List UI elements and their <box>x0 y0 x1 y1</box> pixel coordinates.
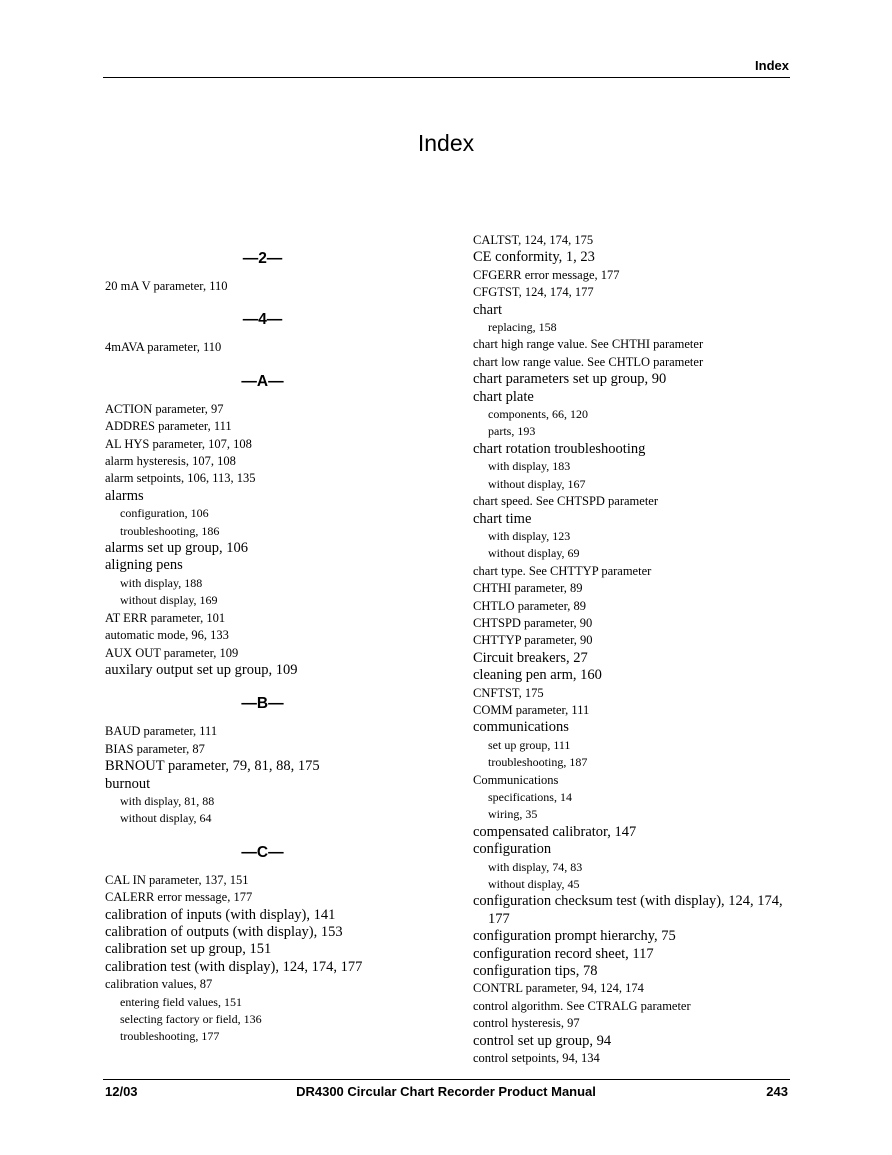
footer-title: DR4300 Circular Chart Recorder Product Manual <box>296 1084 596 1099</box>
index-entry: chart plate <box>473 388 534 405</box>
section-heading: —2— <box>242 250 283 267</box>
index-entry: AT ERR parameter, 101 <box>105 610 226 625</box>
section-heading: —B— <box>241 695 284 713</box>
index-entry: chart <box>473 301 502 318</box>
index-subentry: without display, 45 <box>488 877 580 892</box>
index-entry: BIAS parameter, 87 <box>105 741 205 756</box>
index-section <box>105 371 435 680</box>
index-entry: chart parameters set up group, 90 <box>473 371 667 388</box>
index-entry: control algorithm. See CTRALG parameter <box>473 998 691 1013</box>
index-entry: CFGERR error message, 177 <box>473 267 620 282</box>
index-entry: calibration of outputs (with display), 153 <box>105 923 343 940</box>
index-subentry: troubleshooting, 187 <box>488 755 588 770</box>
index-entry: automatic mode, 96, 133 <box>105 628 229 643</box>
index-entry: BRNOUT parameter, 79, 81, 88, 175 <box>105 758 320 775</box>
index-subentry: replacing, 158 <box>488 320 557 335</box>
index-subentry: troubleshooting, 186 <box>120 523 220 538</box>
index-entry: configuration tips, 78 <box>473 963 598 980</box>
index-entry: compensated calibrator, 147 <box>473 823 637 840</box>
index-entry: CONTRL parameter, 94, 124, 174 <box>473 981 644 996</box>
index-entry: AL HYS parameter, 107, 108 <box>105 436 252 451</box>
index-entry: alarm setpoints, 106, 113, 135 <box>105 471 256 486</box>
running-head: Index <box>755 58 789 73</box>
index-entry: CNFTST, 175 <box>473 685 544 700</box>
index-subentry: with display, 81, 88 <box>120 793 215 808</box>
footer-rule <box>103 1079 790 1080</box>
index-left-column <box>105 248 435 1060</box>
index-entry: CHTLO parameter, 89 <box>473 598 587 613</box>
index-entry: control set up group, 94 <box>473 1032 612 1049</box>
index-entry: auxilary output set up group, 109 <box>105 661 298 678</box>
header-rule <box>103 77 790 78</box>
index-entry: 20 mA V parameter, 110 <box>105 279 228 293</box>
index-entry: chart type. See CHTTYP parameter <box>473 563 652 578</box>
index-subentry: components, 66, 120 <box>488 407 588 422</box>
index-subentry: wiring, 35 <box>488 807 538 822</box>
index-subentry: with display, 183 <box>488 459 571 474</box>
index-subentry: parts, 193 <box>488 424 536 439</box>
footer-page-number: 243 <box>766 1084 788 1099</box>
footer-date: 12/03 <box>105 1084 138 1099</box>
index-subentry: specifications, 14 <box>488 790 572 804</box>
index-section <box>105 693 435 827</box>
index-entry: ADDRES parameter, 111 <box>105 419 232 434</box>
section-heading: —A— <box>241 372 284 390</box>
index-entry: CALTST, 124, 174, 175 <box>473 233 594 247</box>
index-entry: ACTION parameter, 97 <box>105 401 224 416</box>
index-entry: chart time <box>473 510 532 527</box>
index-subentry: with display, 74, 83 <box>488 859 583 874</box>
index-subentry: entering field values, 151 <box>120 994 242 1009</box>
index-right-column <box>473 232 803 1068</box>
index-entry: Circuit breakers, 27 <box>473 649 588 666</box>
index-entry: chart speed. See CHTSPD parameter <box>473 494 659 509</box>
index-section <box>105 248 435 295</box>
index-subentry: without display, 169 <box>120 593 218 608</box>
index-entry: CHTHI parameter, 89 <box>473 581 583 596</box>
index-subentry: troubleshooting, 177 <box>120 1029 220 1044</box>
index-entry: control setpoints, 94, 134 <box>473 1051 600 1066</box>
index-entry: AUX OUT parameter, 109 <box>105 645 239 660</box>
index-entry: BAUD parameter, 111 <box>105 724 218 739</box>
index-section <box>105 309 435 356</box>
index-entry: CHTTYP parameter, 90 <box>473 633 593 648</box>
index-entry: CE conformity, 1, 23 <box>473 249 595 266</box>
index-entry: calibration test (with display), 124, 174, 177 <box>105 958 363 975</box>
index-entry: calibration of inputs (with display), 141 <box>105 906 336 923</box>
index-subentry: selecting factory or field, 136 <box>120 1012 262 1026</box>
index-entry: Communications <box>473 772 559 787</box>
index-entry: CHTSPD parameter, 90 <box>473 615 593 630</box>
index-entry: alarm hysteresis, 107, 108 <box>105 454 236 469</box>
index-entry: configuration record sheet, 117 <box>473 945 654 962</box>
section-heading: —C— <box>241 843 284 861</box>
index-entry: configuration checksum test (with display), 124, 174, 177 <box>473 893 783 927</box>
index-entry: configuration <box>473 841 552 858</box>
index-entry: 4mAVA parameter, 110 <box>105 340 222 355</box>
index-subentry: without display, 167 <box>488 476 586 491</box>
index-entry: CAL IN parameter, 137, 151 <box>105 872 249 887</box>
index-section <box>105 842 435 1046</box>
index-entry: calibration values, 87 <box>105 977 213 992</box>
index-entry: CFGTST, 124, 174, 177 <box>473 285 594 300</box>
index-entry: communications <box>473 719 569 736</box>
section-heading: —4— <box>242 311 283 329</box>
index-entry: CALERR error message, 177 <box>105 890 253 905</box>
index-entry: control hysteresis, 97 <box>473 1016 580 1031</box>
index-entry: calibration set up group, 151 <box>105 941 272 958</box>
index-entry: burnout <box>105 775 151 792</box>
index-entry: chart low range value. See CHTLO parameter <box>473 354 704 369</box>
index-entry: COMM parameter, 111 <box>473 702 590 717</box>
index-subentry: set up group, 111 <box>488 737 571 752</box>
index-entry: aligning pens <box>105 557 183 574</box>
page-title: Index <box>417 130 475 156</box>
index-subentry: configuration, 106 <box>120 506 209 521</box>
index-entry: configuration prompt hierarchy, 75 <box>473 928 676 945</box>
index-entry: cleaning pen arm, 160 <box>473 667 602 684</box>
index-subentry: without display, 64 <box>120 811 212 826</box>
index-entry: alarms <box>105 487 144 504</box>
index-entry: alarms set up group, 106 <box>105 540 248 557</box>
index-subentry: with display, 123 <box>488 528 571 543</box>
index-subentry: without display, 69 <box>488 546 580 561</box>
index-entry: chart high range value. See CHTHI parameter <box>473 337 704 352</box>
index-subentry: with display, 188 <box>120 575 203 590</box>
index-entry: chart rotation troubleshooting <box>473 440 646 457</box>
